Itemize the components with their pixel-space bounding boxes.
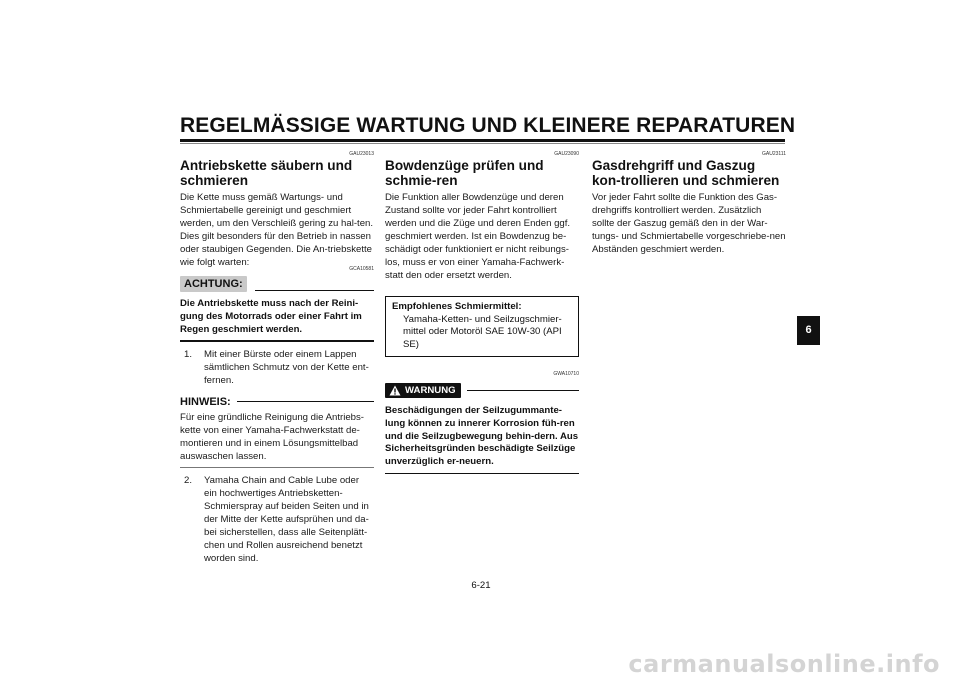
list-item xyxy=(180,474,374,565)
page-number: 6-21 xyxy=(471,580,491,591)
section-intro: Vor jeder Fahrt sollte die Funktion des Gas-drehgriffs kontrolliert werden. Zusätzlich sollte der Gaszug gemäß den in der War-tungs- und Schmiertabelle vorgeschriebe-nen Abständen geschmiert werden. xyxy=(592,192,786,255)
warning-triangle-icon xyxy=(389,385,401,396)
section-intro: Die Funktion aller Bowdenzüge und deren Zustand sollte vor jeder Fahrt kontrolliert werden und die Züge und deren Enden ggf. geschmiert werden. Ist ein Bowdenzug be-schädigt oder funktioniert er nicht reibungs-los, muss er von einer Yamaha-Fachwerk-statt den oder ersetzt werden. xyxy=(385,192,571,281)
column-throttle xyxy=(592,148,786,256)
column-cables xyxy=(385,148,579,474)
lube-title: Empfohlenes Schmiermittel: xyxy=(392,301,522,312)
hinweis-header xyxy=(180,395,374,409)
warnung-rule xyxy=(385,473,579,475)
list-item xyxy=(180,348,374,387)
section-heading: Bowdenzüge prüfen und schmie-ren xyxy=(385,158,544,188)
lube-text: Yamaha-Ketten- und Seilzugschmier-mittel oder Motoröl SAE 10W-30 (API SE) xyxy=(403,313,562,350)
warnung-header xyxy=(385,381,579,399)
chapter-tab: 6 xyxy=(797,316,820,345)
section-code: GAU23013 xyxy=(349,151,374,157)
list-number: 1. xyxy=(184,348,193,360)
warnung-code: GWA10710 xyxy=(553,371,579,377)
warnung-badge xyxy=(385,383,461,398)
recommended-lubricant-box xyxy=(385,296,579,357)
achtung-label: ACHTUNG: xyxy=(180,276,247,292)
achtung-text: Die Antriebskette muss nach der Reini-gung des Motorrads oder einer Fahrt im Regen geschmiert werden. xyxy=(180,298,362,335)
page-title: REGELMÄSSIGE WARTUNG UND KLEINERE REPARATUREN xyxy=(180,114,796,137)
title-rule-thin xyxy=(180,143,785,144)
achtung-rule xyxy=(180,340,374,342)
list-number: 2. xyxy=(184,474,193,486)
section-code: GAU23090 xyxy=(554,151,579,157)
achtung-header xyxy=(180,266,374,292)
list-text: Mit einer Bürste oder einem Lappen sämtlichen Schmutz von der Kette ent-fernen. xyxy=(204,348,369,386)
warnung-line xyxy=(467,390,579,391)
hinweis-rule xyxy=(180,467,374,468)
achtung-line xyxy=(255,290,374,291)
section-code: GAU23111 xyxy=(762,151,786,157)
hinweis-text: Für eine gründliche Reinigung die Antriebs-kette von einer Yamaha-Fachwerkstatt de-montieren und in einem Lösungsmittelbad auswaschen lassen. xyxy=(180,411,364,462)
title-rule xyxy=(180,139,785,142)
hinweis-label: HINWEIS: xyxy=(180,395,231,408)
section-heading: Antriebskette säubern und schmieren xyxy=(180,158,353,188)
achtung-code: GCA10581 xyxy=(349,266,374,272)
section-heading: Gasdrehgriff und Gaszug kon-trollieren und schmieren xyxy=(592,158,780,188)
section-intro: Die Kette muss gemäß Wartungs- und Schmiertabelle gereinigt und geschmiert werden, um den Verschleiß gering zu hal-ten. Dies gilt besonders für den Betrieb in nassen oder staubigen Gegenden. Die An-triebskette wie folgt warten: xyxy=(180,192,374,268)
list-text: Yamaha Chain and Cable Lube oder ein hochwertiges Antriebsketten-Schmierspray auf beiden Seiten und in der Mitte der Kette aufsprühen und da-bei sicherstellen, dass alle Seitenplätt-chen und Rollen ausreichend benetzt worden sind. xyxy=(204,474,369,564)
warnung-text: Beschädigungen der Seilzugummante-lung können zu innerer Korrosion füh-ren und die Seilzugbewegung behin-dern. Aus Sicherheitsgründen beschädigte Seilzüge unverzüglich er-neuern. xyxy=(385,405,579,468)
hinweis-line xyxy=(237,401,374,402)
column-chain xyxy=(180,148,374,565)
warnung-label: WARNUNG xyxy=(405,384,456,396)
watermark: carmanualsonline.info xyxy=(628,650,940,678)
